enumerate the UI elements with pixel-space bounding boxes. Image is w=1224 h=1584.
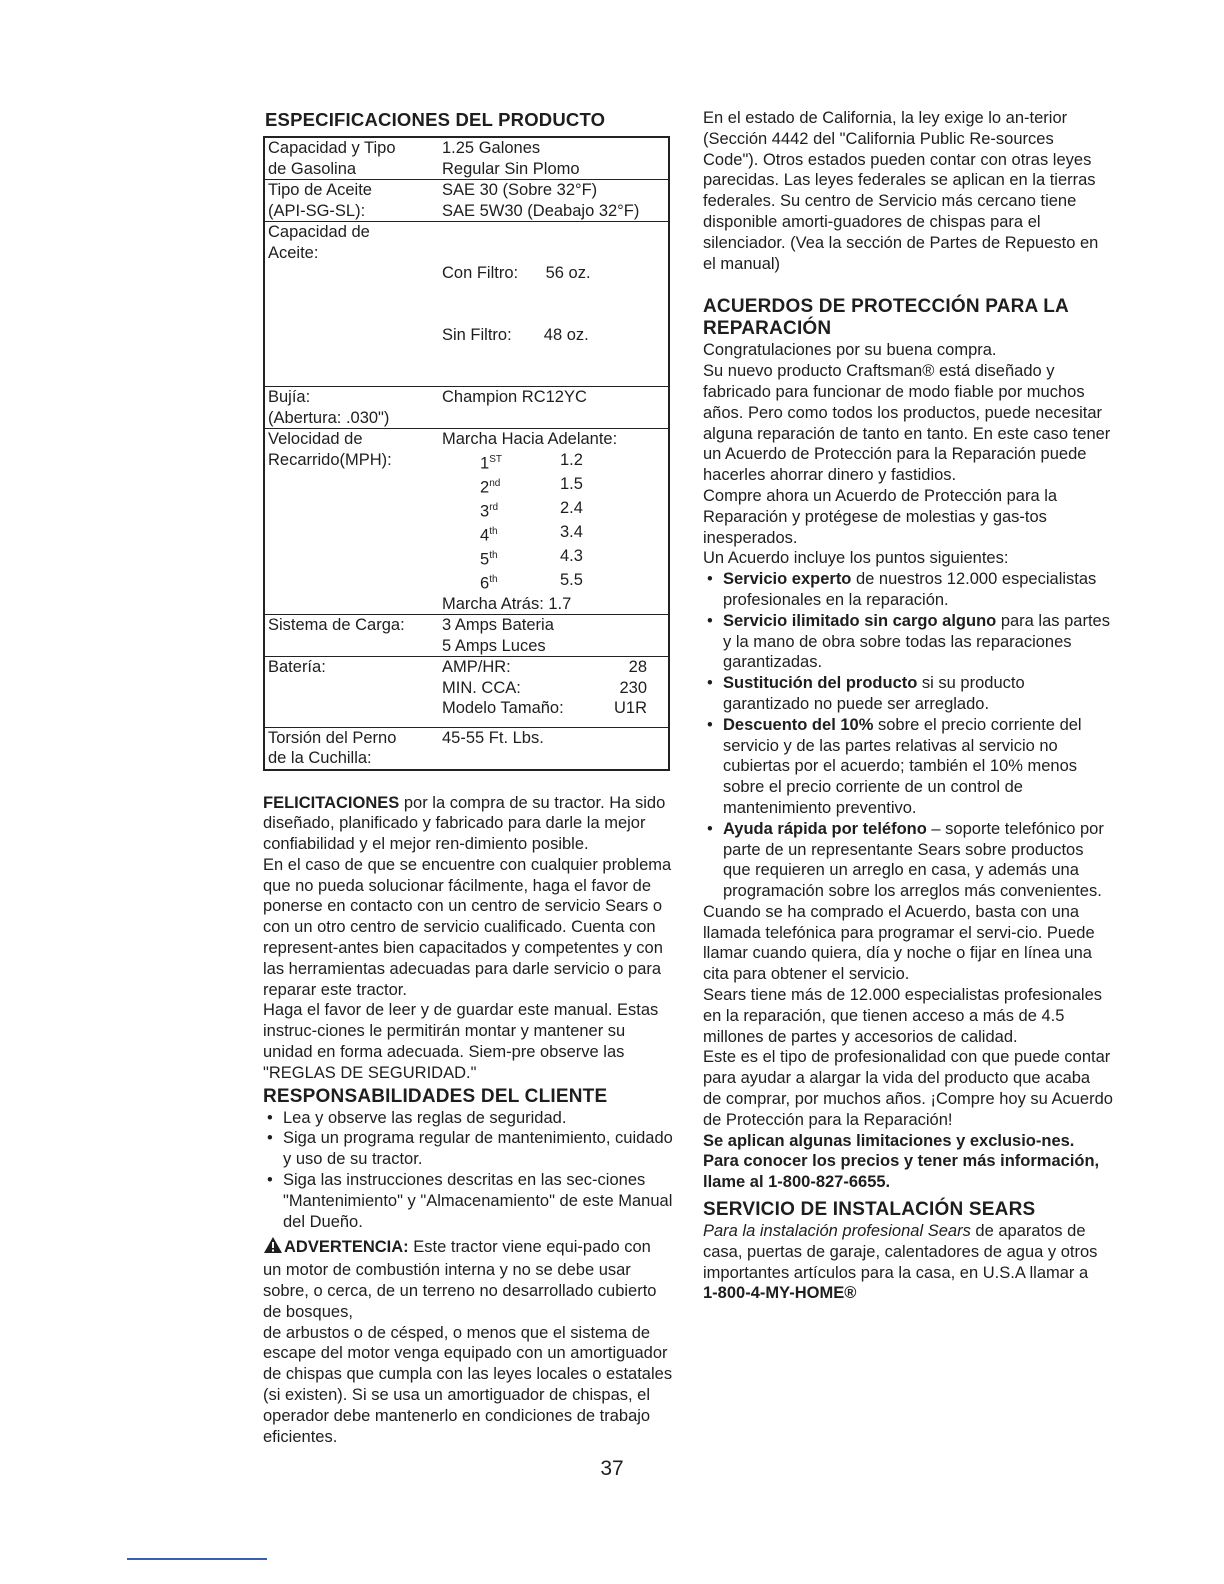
spec-value: 1.25 Galones	[442, 139, 541, 157]
battery-item: AMP/HR: 28	[442, 658, 647, 676]
gear-row: 3rd 2.4	[480, 498, 583, 520]
manual-paragraph: Haga el favor de leer y de guardar este manual. Estas instruc-ciones le permitirán montar y mantener su unidad en forma adecuada. Siem-pre observe las "REGLAS DE SEGURIDAD."	[263, 1001, 659, 1082]
warning-paragraph: ADVERTENCIA: Este tractor viene equi-pado con un motor de combustión interna y no se debe usar sobre, o cerca, de un terreno no desarrollado cubierto de bosques,	[263, 1238, 657, 1321]
page-number: 37	[600, 1457, 624, 1480]
congrats-paragraph: FELICITACIONES por la compra de su tractor. Ha sido diseñado, planificado y fabricado para darle la mejor confiabilidad y el mejor ren-dimiento posible.	[263, 793, 666, 854]
spec-value: 3 Amps Bateria	[442, 616, 554, 634]
spec-table	[263, 136, 670, 771]
list-item: • Siga un programa regular de mantenimiento, cuidado y uso de su tractor.	[263, 1128, 673, 1170]
limitations-notice: Se aplican algunas limitaciones y exclusio-nes. Para conocer los precios y tener más información, llame al 1-800-827-6655.	[703, 1131, 1100, 1192]
list-item: • Sustitución del producto si su producto garantizado no puede ser arreglado.	[703, 673, 1113, 715]
protection-benefits-list	[703, 569, 1113, 902]
gear-row: 5th 4.3	[480, 546, 583, 568]
spec-label: Aceite:	[268, 243, 319, 262]
spec-label: (Abertura: .030")	[268, 408, 390, 427]
spec-value: Champion RC12YC	[442, 388, 587, 406]
spec-label: Batería:	[268, 658, 326, 676]
responsibilities-heading: RESPONSABILIDADES DEL CLIENTE	[263, 1085, 608, 1107]
spec-label: Bujía:	[268, 388, 311, 406]
service-paragraph: En el caso de que se encuentre con cualquier problema que no pueda solucionar fácilmente, haga el favor de ponerse en contacto con un centro de servicio Sears o con un otro centro de servicio cualificado. Cuenta con represent-antes bien capacitados y competentes y con las herramientas adecuadas para darle servicio o para reparar este tractor.	[263, 855, 672, 999]
protection-paragraph: Su nuevo producto Craftsman® está diseñado y fabricado para funcionar de modo fiable por muchos años. Pero como todos los productos, puede necesitar alguna reparación de tanto en tanto. En este caso tener un Acuerdo de Protección para la Reparación puede hacerles ahorrar dinero y fastidios.	[703, 362, 1111, 485]
list-item: • Lea y observe las reglas de seguridad.	[263, 1108, 673, 1129]
spec-value: Regular Sin Plomo	[442, 159, 580, 178]
installation-heading: SERVICIO DE INSTALACIÓN SEARS	[703, 1199, 1036, 1221]
spec-heading: ESPECIFICACIONES DEL PRODUCTO	[265, 109, 606, 130]
responsibilities-list	[263, 1108, 673, 1233]
spec-row-battery	[264, 657, 669, 728]
spec-row-oil-type	[264, 180, 669, 222]
protection-paragraph: Este es el tipo de profesionalidad con que puede contar para ayudar a alargar la vida del producto que acaba de comprar, por muchos años. ¡Compre hoy su Acuerdo de Protección para la Reparación!	[703, 1048, 1113, 1129]
installation-phone: 1-800-4-MY-HOME®	[703, 1284, 857, 1303]
gear-row: 2nd 1.5	[480, 474, 583, 496]
list-item: • Ayuda rápida por teléfono – soporte telefónico por parte de un representante Sears sobre productos que requieren un arreglo en casa, y además una programación sobre los arreglos más convenientes.	[703, 819, 1113, 902]
speed-forward-label: Marcha Hacia Adelante:	[442, 430, 618, 448]
spec-label: Velocidad de	[268, 430, 363, 448]
spec-row-charging	[264, 615, 669, 657]
spec-value: Sin Filtro: 48 oz.	[442, 325, 589, 344]
spec-row-fuel	[264, 137, 669, 180]
battery-item: Modelo Tamaño: U1R	[442, 699, 647, 717]
spec-label: (API-SG-SL):	[268, 201, 366, 220]
spec-label: de la Cuchilla:	[268, 749, 372, 767]
warning-triangle-icon	[263, 1236, 283, 1260]
installation-paragraph: Para la instalación profesional Sears de aparatos de casa, puertas de garaje, calentadores de agua y otros importantes artículos para la casa, en U.S.A llamar a	[703, 1222, 1098, 1282]
spec-label: Capacidad y Tipo	[268, 139, 396, 157]
spec-label: Sistema de Carga:	[268, 616, 405, 634]
protection-heading: ACUERDOS DE PROTECCIÓN PARA LA REPARACIÓN	[703, 296, 1069, 340]
spec-value: SAE 30 (Sobre 32°F)	[442, 181, 598, 199]
spec-value: SAE 5W30 (Deabajo 32°F)	[442, 201, 640, 220]
battery-item: MIN. CCA: 230	[442, 678, 647, 697]
warning-paragraph-cont: de arbustos o de césped, o menos que el sistema de escape del motor venga equipado con un amortiguador de chispas que cumpla con las leyes locales o estatales (si existen). Si se usa un amortiguador de chispas, el operador debe mantenerlo en condiciones de trabajo eficientes.	[263, 1323, 673, 1446]
right-column	[703, 108, 1113, 1304]
gear-row: 1ST 1.2	[480, 450, 583, 472]
footer-rule	[127, 1558, 267, 1560]
speed-reverse: Marcha Atrás: 1.7	[442, 594, 572, 613]
spec-row-torque	[264, 727, 669, 770]
spec-label: Torsión del Perno	[268, 728, 397, 747]
spec-value: 5 Amps Luces	[442, 636, 546, 655]
spec-label: Recarrido(MPH):	[268, 450, 392, 469]
gear-row: 6th 5.5	[480, 570, 583, 592]
spec-row-speed	[264, 429, 669, 615]
protection-paragraph: Compre ahora un Acuerdo de Protección para la Reparación y protégese de molestias y gas-tos inesperados.	[703, 486, 1058, 547]
spec-label: Capacidad de	[268, 223, 370, 241]
protection-paragraph: Cuando se ha comprado el Acuerdo, basta con una llamada telefónica para programar el servi-cio. Puede llamar cuando quiera, día y noche o fijar en línea una cita para obtener el servicio.	[703, 902, 1095, 984]
protection-paragraph: Sears tiene más de 12.000 especialistas profesionales en la reparación, que tienen acceso a más de 4.5 millones de partes y accesorios de calidad.	[703, 986, 1102, 1046]
warning-label: ADVERTENCIA:	[284, 1238, 409, 1257]
california-paragraph: En el estado de California, la ley exige lo an-terior (Sección 4442 del "California Public Re-sources Code"). Otros estados pueden contar con otras leyes parecidas. Las leyes federales se aplican en la tierras federales. Su centro de Servicio más cercano tiene disponible amorti-guadores de chispas para el silenciador. (Vea la sección de Partes de Repuesto en el manual)	[703, 109, 1099, 273]
spec-row-oil-capacity	[264, 222, 669, 387]
list-item: • Servicio experto de nuestros 12.000 especialistas profesionales en la reparación.	[703, 569, 1113, 611]
list-item: • Siga las instrucciones descritas en las sec-ciones "Mantenimiento" y "Almacenamiento" de este Manual del Dueño.	[263, 1170, 673, 1232]
spec-value: Con Filtro: 56 oz.	[442, 264, 591, 282]
left-column	[263, 108, 673, 1447]
spec-row-spark-plug	[264, 387, 669, 429]
spec-value: 45-55 Ft. Lbs.	[442, 728, 544, 747]
list-item: • Descuento del 10% sobre el precio corriente del servicio y de las partes relativas al servicio no cubiertas por el acuerdo; también el 10% menos sobre el precio corriente de un control de mantenimiento preventivo.	[703, 715, 1113, 819]
list-item: • Servicio ilimitado sin cargo alguno para las partes y la mano de obra sobre todas las reparaciones garantizadas.	[703, 611, 1113, 673]
spec-label: Tipo de Aceite	[268, 181, 372, 199]
gear-row: 4th 3.4	[480, 522, 583, 544]
spec-label: de Gasolina	[268, 159, 357, 178]
protection-paragraph: Congratulaciones por su buena compra.	[703, 341, 997, 360]
protection-paragraph: Un Acuerdo incluye los puntos siguientes:	[703, 549, 1009, 568]
congrats-bold: FELICITACIONES	[263, 793, 400, 812]
